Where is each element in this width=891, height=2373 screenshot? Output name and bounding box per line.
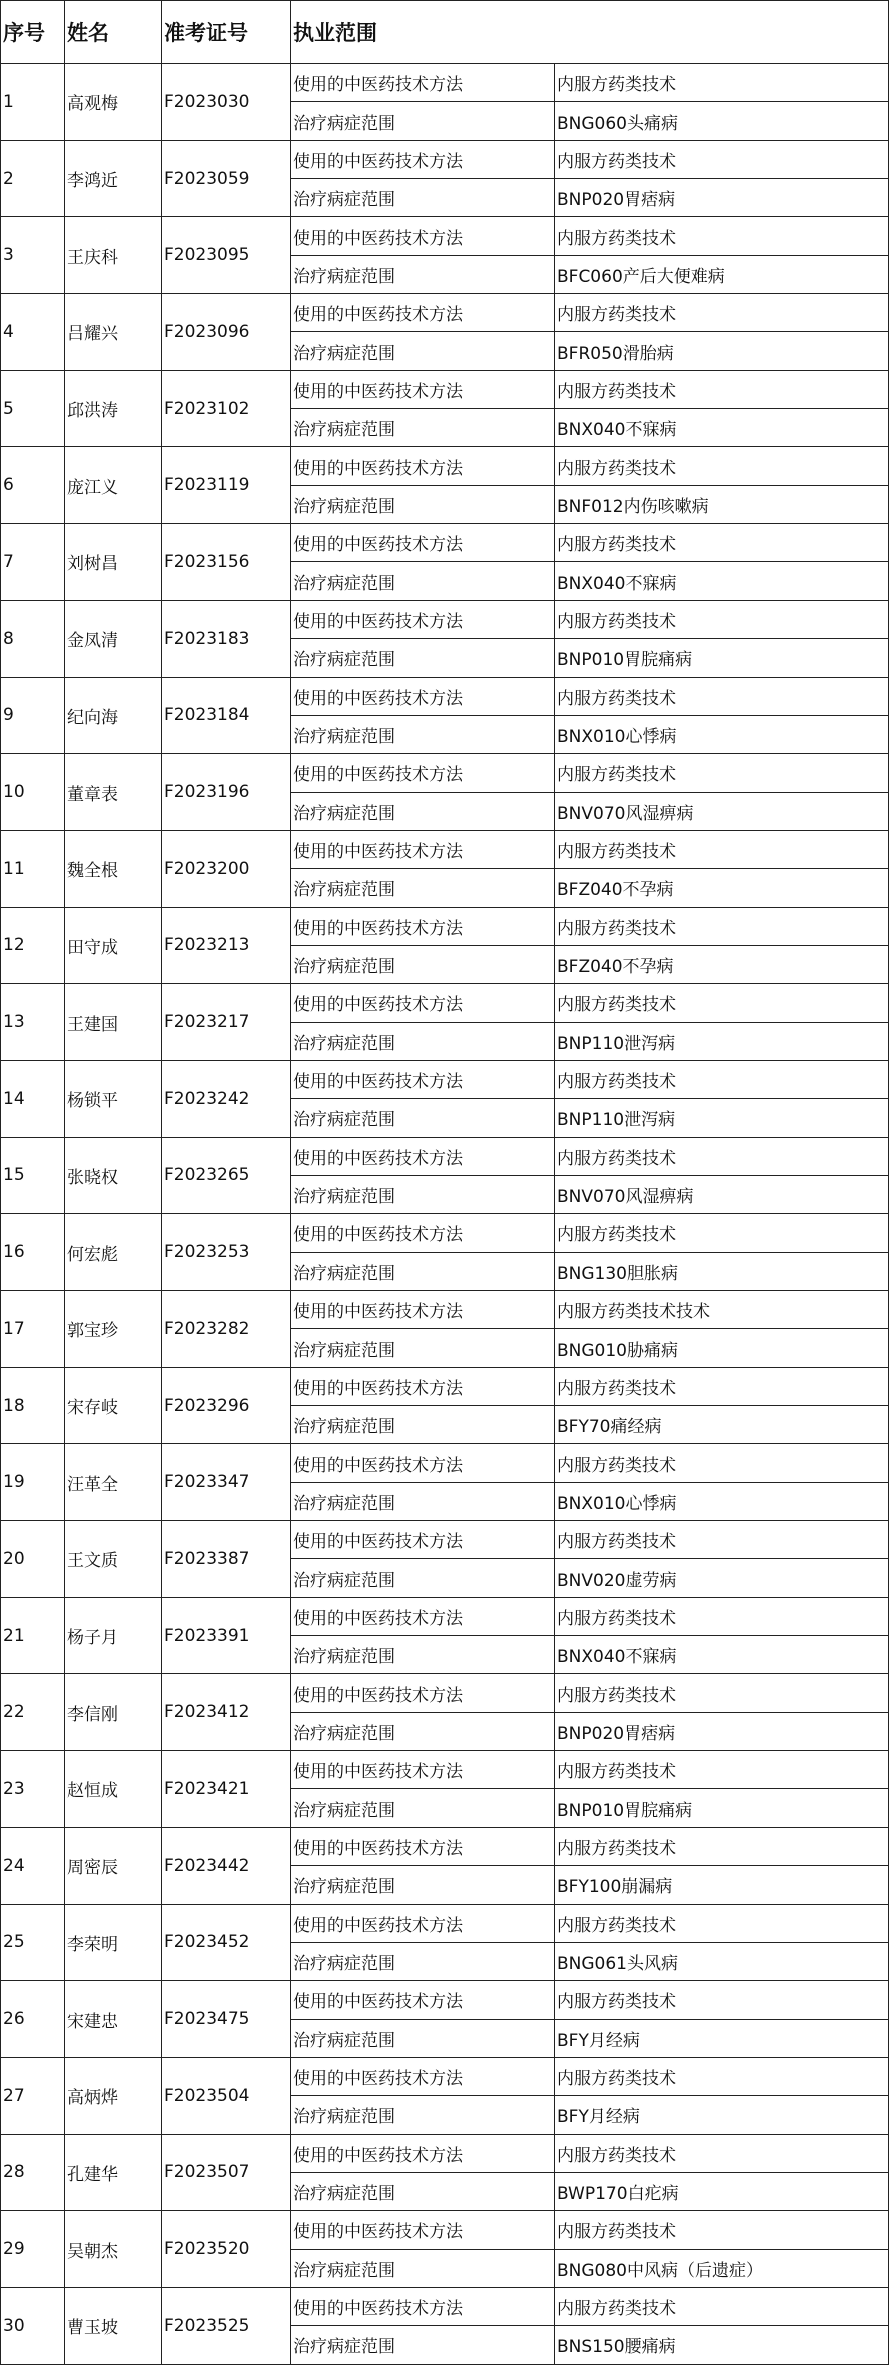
disease-value-cell: BNG010胁痛病 (555, 1329, 889, 1367)
scope-label-cell: 治疗病症范围 (291, 562, 555, 600)
name-cell: 周密辰 (65, 1827, 162, 1904)
exam-no-cell: F2023296 (162, 1367, 291, 1444)
seq-cell: 6 (1, 447, 65, 524)
scope-label-cell: 治疗病症范围 (291, 1866, 555, 1904)
disease-value-cell: BFZ040不孕病 (555, 945, 889, 983)
seq-cell: 29 (1, 2211, 65, 2288)
name-cell: 张晓权 (65, 1137, 162, 1214)
method-label-cell: 使用的中医药技术方法 (291, 1597, 555, 1635)
table-row (1, 2057, 889, 2095)
exam-no-cell: F2023183 (162, 600, 291, 677)
disease-value-cell: BFC060产后大便难病 (555, 255, 889, 293)
exam-no-cell: F2023412 (162, 1674, 291, 1751)
disease-value-cell: BNG060头痛病 (555, 102, 889, 140)
seq-cell: 9 (1, 677, 65, 754)
method-label-cell: 使用的中医药技术方法 (291, 447, 555, 485)
exam-no-cell: F2023096 (162, 294, 291, 371)
disease-value-cell: BNS150腰痛病 (555, 2326, 889, 2364)
method-label-cell: 使用的中医药技术方法 (291, 1827, 555, 1865)
scope-label-cell: 治疗病症范围 (291, 1482, 555, 1520)
method-value-cell: 内服方药类技术 (555, 984, 889, 1022)
scope-label-cell: 治疗病症范围 (291, 1942, 555, 1980)
scope-label-cell: 治疗病症范围 (291, 1175, 555, 1213)
exam-no-cell: F2023059 (162, 140, 291, 217)
table-row (1, 294, 889, 332)
exam-no-cell: F2023452 (162, 1904, 291, 1981)
disease-value-cell: BWP170白疕病 (555, 2172, 889, 2210)
method-label-cell: 使用的中医药技术方法 (291, 1214, 555, 1252)
method-label-cell: 使用的中医药技术方法 (291, 1291, 555, 1329)
disease-value-cell: BNX040不寐病 (555, 562, 889, 600)
seq-cell: 30 (1, 2287, 65, 2364)
method-value-cell: 内服方药类技术 (555, 907, 889, 945)
seq-cell: 21 (1, 1597, 65, 1674)
exam-no-cell: F2023475 (162, 1981, 291, 2058)
name-cell: 金凤清 (65, 600, 162, 677)
name-cell: 邱洪涛 (65, 370, 162, 447)
disease-value-cell: BNP010胃脘痛病 (555, 1789, 889, 1827)
scope-label-cell: 治疗病症范围 (291, 255, 555, 293)
method-value-cell: 内服方药类技术 (555, 294, 889, 332)
method-label-cell: 使用的中医药技术方法 (291, 140, 555, 178)
name-cell: 王建国 (65, 984, 162, 1061)
exam-no-cell: F2023387 (162, 1521, 291, 1598)
name-cell: 杨子月 (65, 1597, 162, 1674)
table-row (1, 1137, 889, 1175)
method-value-cell: 内服方药类技术 (555, 2287, 889, 2325)
disease-value-cell: BNX010心悸病 (555, 1482, 889, 1520)
scope-label-cell: 治疗病症范围 (291, 2019, 555, 2057)
seq-cell: 8 (1, 600, 65, 677)
scope-label-cell: 治疗病症范围 (291, 2249, 555, 2287)
table-row (1, 370, 889, 408)
scope-label-cell: 治疗病症范围 (291, 2096, 555, 2134)
seq-cell: 13 (1, 984, 65, 1061)
scope-label-cell: 治疗病症范围 (291, 485, 555, 523)
method-label-cell: 使用的中医药技术方法 (291, 1981, 555, 2019)
name-cell: 李信刚 (65, 1674, 162, 1751)
scope-label-cell: 治疗病症范围 (291, 639, 555, 677)
exam-no-cell: F2023213 (162, 907, 291, 984)
disease-value-cell: BFY70痛经病 (555, 1406, 889, 1444)
name-cell: 高炳烨 (65, 2057, 162, 2134)
exam-no-cell: F2023217 (162, 984, 291, 1061)
exam-no-cell: F2023391 (162, 1597, 291, 1674)
method-label-cell: 使用的中医药技术方法 (291, 1751, 555, 1789)
disease-value-cell: BNP110泄泻病 (555, 1099, 889, 1137)
exam-no-cell: F2023504 (162, 2057, 291, 2134)
scope-label-cell: 治疗病症范围 (291, 715, 555, 753)
exam-no-cell: F2023282 (162, 1291, 291, 1368)
seq-cell: 11 (1, 830, 65, 907)
method-label-cell: 使用的中医药技术方法 (291, 370, 555, 408)
exam-no-cell: F2023242 (162, 1060, 291, 1137)
name-cell: 李鸿近 (65, 140, 162, 217)
seq-cell: 22 (1, 1674, 65, 1751)
disease-value-cell: BNF012内伤咳嗽病 (555, 485, 889, 523)
seq-cell: 4 (1, 294, 65, 371)
method-value-cell: 内服方药类技术 (555, 830, 889, 868)
exam-no-cell: F2023421 (162, 1751, 291, 1828)
table-row (1, 2134, 889, 2172)
table-row (1, 984, 889, 1022)
method-label-cell: 使用的中医药技术方法 (291, 1367, 555, 1405)
method-label-cell: 使用的中医药技术方法 (291, 1060, 555, 1098)
method-label-cell: 使用的中医药技术方法 (291, 1521, 555, 1559)
table-row (1, 907, 889, 945)
seq-cell: 1 (1, 64, 65, 141)
table-row (1, 140, 889, 178)
scope-label-cell: 治疗病症范围 (291, 2172, 555, 2210)
table-row (1, 2287, 889, 2325)
header-seq: 序号 (1, 1, 65, 64)
name-cell: 宋建忠 (65, 1981, 162, 2058)
method-label-cell: 使用的中医药技术方法 (291, 1904, 555, 1942)
table-row (1, 1444, 889, 1482)
method-value-cell: 内服方药类技术 (555, 754, 889, 792)
disease-value-cell: BFY月经病 (555, 2096, 889, 2134)
exam-no-cell: F2023265 (162, 1137, 291, 1214)
name-cell: 田守成 (65, 907, 162, 984)
table-row (1, 1060, 889, 1098)
method-value-cell: 内服方药类技术 (555, 1367, 889, 1405)
exam-no-cell: F2023347 (162, 1444, 291, 1521)
method-value-cell: 内服方药类技术 (555, 1597, 889, 1635)
disease-value-cell: BNX010心悸病 (555, 715, 889, 753)
method-label-cell: 使用的中医药技术方法 (291, 677, 555, 715)
table-row (1, 2211, 889, 2249)
seq-cell: 23 (1, 1751, 65, 1828)
scope-label-cell: 治疗病症范围 (291, 1099, 555, 1137)
exam-no-cell: F2023525 (162, 2287, 291, 2364)
table-row (1, 1521, 889, 1559)
header-name: 姓名 (65, 1, 162, 64)
seq-cell: 26 (1, 1981, 65, 2058)
seq-cell: 2 (1, 140, 65, 217)
scope-label-cell: 治疗病症范围 (291, 792, 555, 830)
disease-value-cell: BNV070风湿痹病 (555, 1175, 889, 1213)
table-row (1, 524, 889, 562)
exam-no-cell: F2023102 (162, 370, 291, 447)
method-label-cell: 使用的中医药技术方法 (291, 1444, 555, 1482)
name-cell: 曹玉坡 (65, 2287, 162, 2364)
method-value-cell: 内服方药类技术 (555, 370, 889, 408)
exam-no-cell: F2023184 (162, 677, 291, 754)
exam-no-cell: F2023200 (162, 830, 291, 907)
disease-value-cell: BNG080中风病（后遗症） (555, 2249, 889, 2287)
name-cell: 魏全根 (65, 830, 162, 907)
name-cell: 赵恒成 (65, 1751, 162, 1828)
exam-no-cell: F2023520 (162, 2211, 291, 2288)
seq-cell: 7 (1, 524, 65, 601)
table-body (1, 64, 889, 2365)
disease-value-cell: BFY100崩漏病 (555, 1866, 889, 1904)
disease-value-cell: BNP020胃痞病 (555, 179, 889, 217)
method-value-cell: 内服方药类技术 (555, 1060, 889, 1098)
name-cell: 李荣明 (65, 1904, 162, 1981)
name-cell: 宋存岐 (65, 1367, 162, 1444)
method-value-cell: 内服方药类技术 (555, 1444, 889, 1482)
method-value-cell: 内服方药类技术 (555, 524, 889, 562)
table-row (1, 1904, 889, 1942)
method-value-cell: 内服方药类技术技术 (555, 1291, 889, 1329)
method-value-cell: 内服方药类技术 (555, 600, 889, 638)
disease-value-cell: BNG130胆胀病 (555, 1252, 889, 1290)
disease-value-cell: BNP020胃痞病 (555, 1712, 889, 1750)
method-label-cell: 使用的中医药技术方法 (291, 2211, 555, 2249)
scope-label-cell: 治疗病症范围 (291, 1789, 555, 1827)
name-cell: 王文质 (65, 1521, 162, 1598)
header-exam-no: 准考证号 (162, 1, 291, 64)
disease-value-cell: BNX040不寐病 (555, 409, 889, 447)
name-cell: 孔建华 (65, 2134, 162, 2211)
method-value-cell: 内服方药类技术 (555, 64, 889, 102)
exam-no-cell: F2023442 (162, 1827, 291, 1904)
method-label-cell: 使用的中医药技术方法 (291, 754, 555, 792)
scope-label-cell: 治疗病症范围 (291, 1022, 555, 1060)
name-cell: 吕耀兴 (65, 294, 162, 371)
method-label-cell: 使用的中医药技术方法 (291, 1137, 555, 1175)
method-label-cell: 使用的中医药技术方法 (291, 2287, 555, 2325)
scope-label-cell: 治疗病症范围 (291, 332, 555, 370)
disease-value-cell: BNP110泄泻病 (555, 1022, 889, 1060)
seq-cell: 27 (1, 2057, 65, 2134)
scope-label-cell: 治疗病症范围 (291, 102, 555, 140)
method-label-cell: 使用的中医药技术方法 (291, 64, 555, 102)
seq-cell: 16 (1, 1214, 65, 1291)
seq-cell: 20 (1, 1521, 65, 1598)
seq-cell: 12 (1, 907, 65, 984)
scope-label-cell: 治疗病症范围 (291, 869, 555, 907)
table-row (1, 447, 889, 485)
disease-value-cell: BNG061头风病 (555, 1942, 889, 1980)
method-label-cell: 使用的中医药技术方法 (291, 294, 555, 332)
table-row (1, 677, 889, 715)
scope-label-cell: 治疗病症范围 (291, 409, 555, 447)
seq-cell: 3 (1, 217, 65, 294)
seq-cell: 10 (1, 754, 65, 831)
table-row (1, 600, 889, 638)
disease-value-cell: BNP010胃脘痛病 (555, 639, 889, 677)
name-cell: 何宏彪 (65, 1214, 162, 1291)
seq-cell: 28 (1, 2134, 65, 2211)
header-row (1, 1, 889, 64)
method-value-cell: 内服方药类技术 (555, 447, 889, 485)
name-cell: 纪向海 (65, 677, 162, 754)
exam-no-cell: F2023095 (162, 217, 291, 294)
exam-no-cell: F2023119 (162, 447, 291, 524)
scope-label-cell: 治疗病症范围 (291, 945, 555, 983)
method-value-cell: 内服方药类技术 (555, 677, 889, 715)
disease-value-cell: BNV020虚劳病 (555, 1559, 889, 1597)
method-value-cell: 内服方药类技术 (555, 1827, 889, 1865)
method-value-cell: 内服方药类技术 (555, 1751, 889, 1789)
scope-label-cell: 治疗病症范围 (291, 1406, 555, 1444)
disease-value-cell: BNV070风湿痹病 (555, 792, 889, 830)
name-cell: 庞江义 (65, 447, 162, 524)
table-row (1, 1291, 889, 1329)
disease-value-cell: BFZ040不孕病 (555, 869, 889, 907)
exam-no-cell: F2023196 (162, 754, 291, 831)
seq-cell: 14 (1, 1060, 65, 1137)
scope-label-cell: 治疗病症范围 (291, 1636, 555, 1674)
method-value-cell: 内服方药类技术 (555, 1137, 889, 1175)
exam-no-cell: F2023156 (162, 524, 291, 601)
method-value-cell: 内服方药类技术 (555, 1674, 889, 1712)
method-label-cell: 使用的中医药技术方法 (291, 217, 555, 255)
seq-cell: 15 (1, 1137, 65, 1214)
table-row (1, 1674, 889, 1712)
disease-value-cell: BFR050滑胎病 (555, 332, 889, 370)
method-label-cell: 使用的中医药技术方法 (291, 907, 555, 945)
name-cell: 吴朝杰 (65, 2211, 162, 2288)
table-row (1, 1367, 889, 1405)
table-row (1, 830, 889, 868)
table-row (1, 1214, 889, 1252)
table-row (1, 1597, 889, 1635)
name-cell: 刘树昌 (65, 524, 162, 601)
exam-no-cell: F2023253 (162, 1214, 291, 1291)
table-row (1, 754, 889, 792)
exam-no-cell: F2023030 (162, 64, 291, 141)
method-value-cell: 内服方药类技术 (555, 2134, 889, 2172)
method-value-cell: 内服方药类技术 (555, 1904, 889, 1942)
method-value-cell: 内服方药类技术 (555, 2211, 889, 2249)
method-value-cell: 内服方药类技术 (555, 1521, 889, 1559)
table-row (1, 1827, 889, 1865)
method-value-cell: 内服方药类技术 (555, 2057, 889, 2095)
scope-label-cell: 治疗病症范围 (291, 1712, 555, 1750)
scope-label-cell: 治疗病症范围 (291, 179, 555, 217)
name-cell: 王庆科 (65, 217, 162, 294)
seq-cell: 17 (1, 1291, 65, 1368)
method-label-cell: 使用的中医药技术方法 (291, 600, 555, 638)
scope-label-cell: 治疗病症范围 (291, 1252, 555, 1290)
method-label-cell: 使用的中医药技术方法 (291, 830, 555, 868)
name-cell: 高观梅 (65, 64, 162, 141)
method-label-cell: 使用的中医药技术方法 (291, 2057, 555, 2095)
method-label-cell: 使用的中医药技术方法 (291, 524, 555, 562)
exam-no-cell: F2023507 (162, 2134, 291, 2211)
disease-value-cell: BFY月经病 (555, 2019, 889, 2057)
name-cell: 董章表 (65, 754, 162, 831)
table-row (1, 1751, 889, 1789)
method-label-cell: 使用的中医药技术方法 (291, 2134, 555, 2172)
method-label-cell: 使用的中医药技术方法 (291, 984, 555, 1022)
scope-label-cell: 治疗病症范围 (291, 1329, 555, 1367)
method-value-cell: 内服方药类技术 (555, 217, 889, 255)
seq-cell: 5 (1, 370, 65, 447)
table-row (1, 64, 889, 102)
name-cell: 汪革全 (65, 1444, 162, 1521)
method-label-cell: 使用的中医药技术方法 (291, 1674, 555, 1712)
seq-cell: 19 (1, 1444, 65, 1521)
scope-label-cell: 治疗病症范围 (291, 2326, 555, 2364)
method-value-cell: 内服方药类技术 (555, 1981, 889, 2019)
name-cell: 杨锁平 (65, 1060, 162, 1137)
disease-value-cell: BNX040不寐病 (555, 1636, 889, 1674)
header-scope: 执业范围 (291, 1, 889, 64)
seq-cell: 24 (1, 1827, 65, 1904)
seq-cell: 25 (1, 1904, 65, 1981)
seq-cell: 18 (1, 1367, 65, 1444)
table-row (1, 217, 889, 255)
table-row (1, 1981, 889, 2019)
scope-label-cell: 治疗病症范围 (291, 1559, 555, 1597)
method-value-cell: 内服方药类技术 (555, 140, 889, 178)
method-value-cell: 内服方药类技术 (555, 1214, 889, 1252)
name-cell: 郭宝珍 (65, 1291, 162, 1368)
